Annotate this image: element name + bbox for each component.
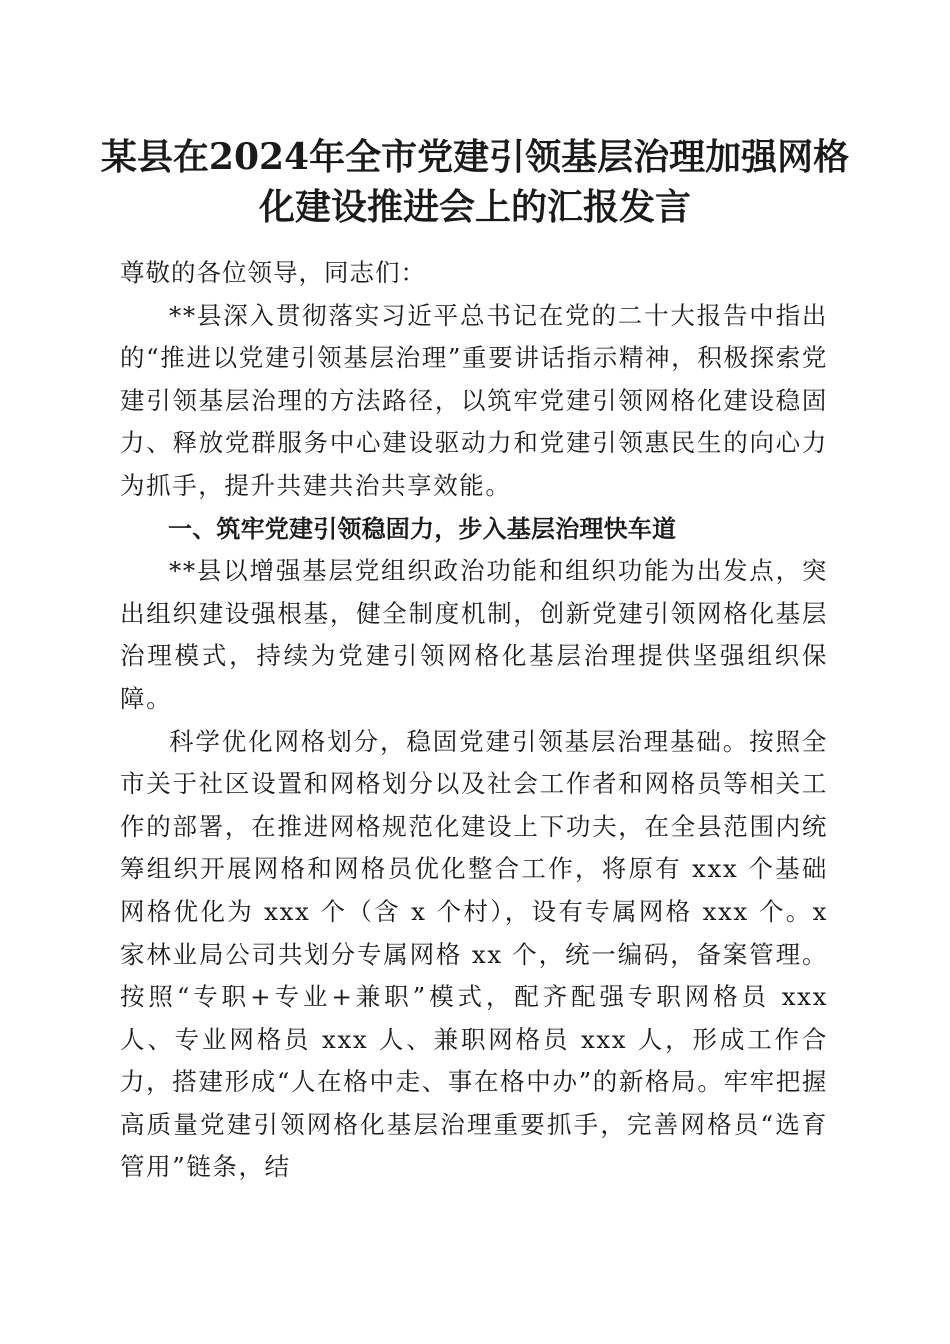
paragraph-grid-optimization: 科学优化网格划分，稳固党建引领基层治理基础。按照全市关于社区设置和网格划分以及社会工作者和网格员等相关工作的部署，在推进网格规范化建设上下功夫，在全县范围内统筹组织开展网格和网格员优化整合工作，将原有 xxx 个基础网格优化为 xxx 个（含 x 个村），设有专属网格 xxx 个。x 家林业局公司共划分专属网格 xx 个，统一编码，备案管理。按照“专职+专业+兼职”模式，配齐配强专职网格员 xxx 人、专业网格员 xxx 人、兼职网格员 xxx 人，形成工作合力，搭建形成“人在格中走、事在格中办”的新格局。牢牢把握高质量党建引领网格化基层治理重要抓手，完善网格员“选育管用”链条，结 bbox=[120, 726, 828, 1182]
document-title: 某县在2024年全市党建引领基层治理加强网格化建设推进会上的汇报发言 bbox=[100, 136, 850, 228]
section-heading-1: 一、筑牢党建引领稳固力，步入基层治理快车道 bbox=[168, 514, 677, 543]
paragraph-section-1-summary: **县以增强基层党组织政治功能和组织功能为出发点，突出组织建设强根基，健全制度机制，创新党建引领网格化基层治理模式，持续为党建引领网格化基层治理提供坚强组织保障。 bbox=[120, 556, 828, 713]
paragraph-intro: **县深入贯彻落实习近平总书记在党的二十大报告中指出的“推进以党建引领基层治理”重要讲话指示精神，积极探索党建引领基层治理的方法路径，以筑牢党建引领网格化建设稳固力、释放党群服务中心建设驱动力和党建引领惠民生的向心力为抓手，提升共建共治共享效能。 bbox=[120, 300, 828, 500]
document-body bbox=[120, 252, 828, 1189]
salutation: 尊敬的各位领导，同志们： bbox=[120, 258, 426, 287]
